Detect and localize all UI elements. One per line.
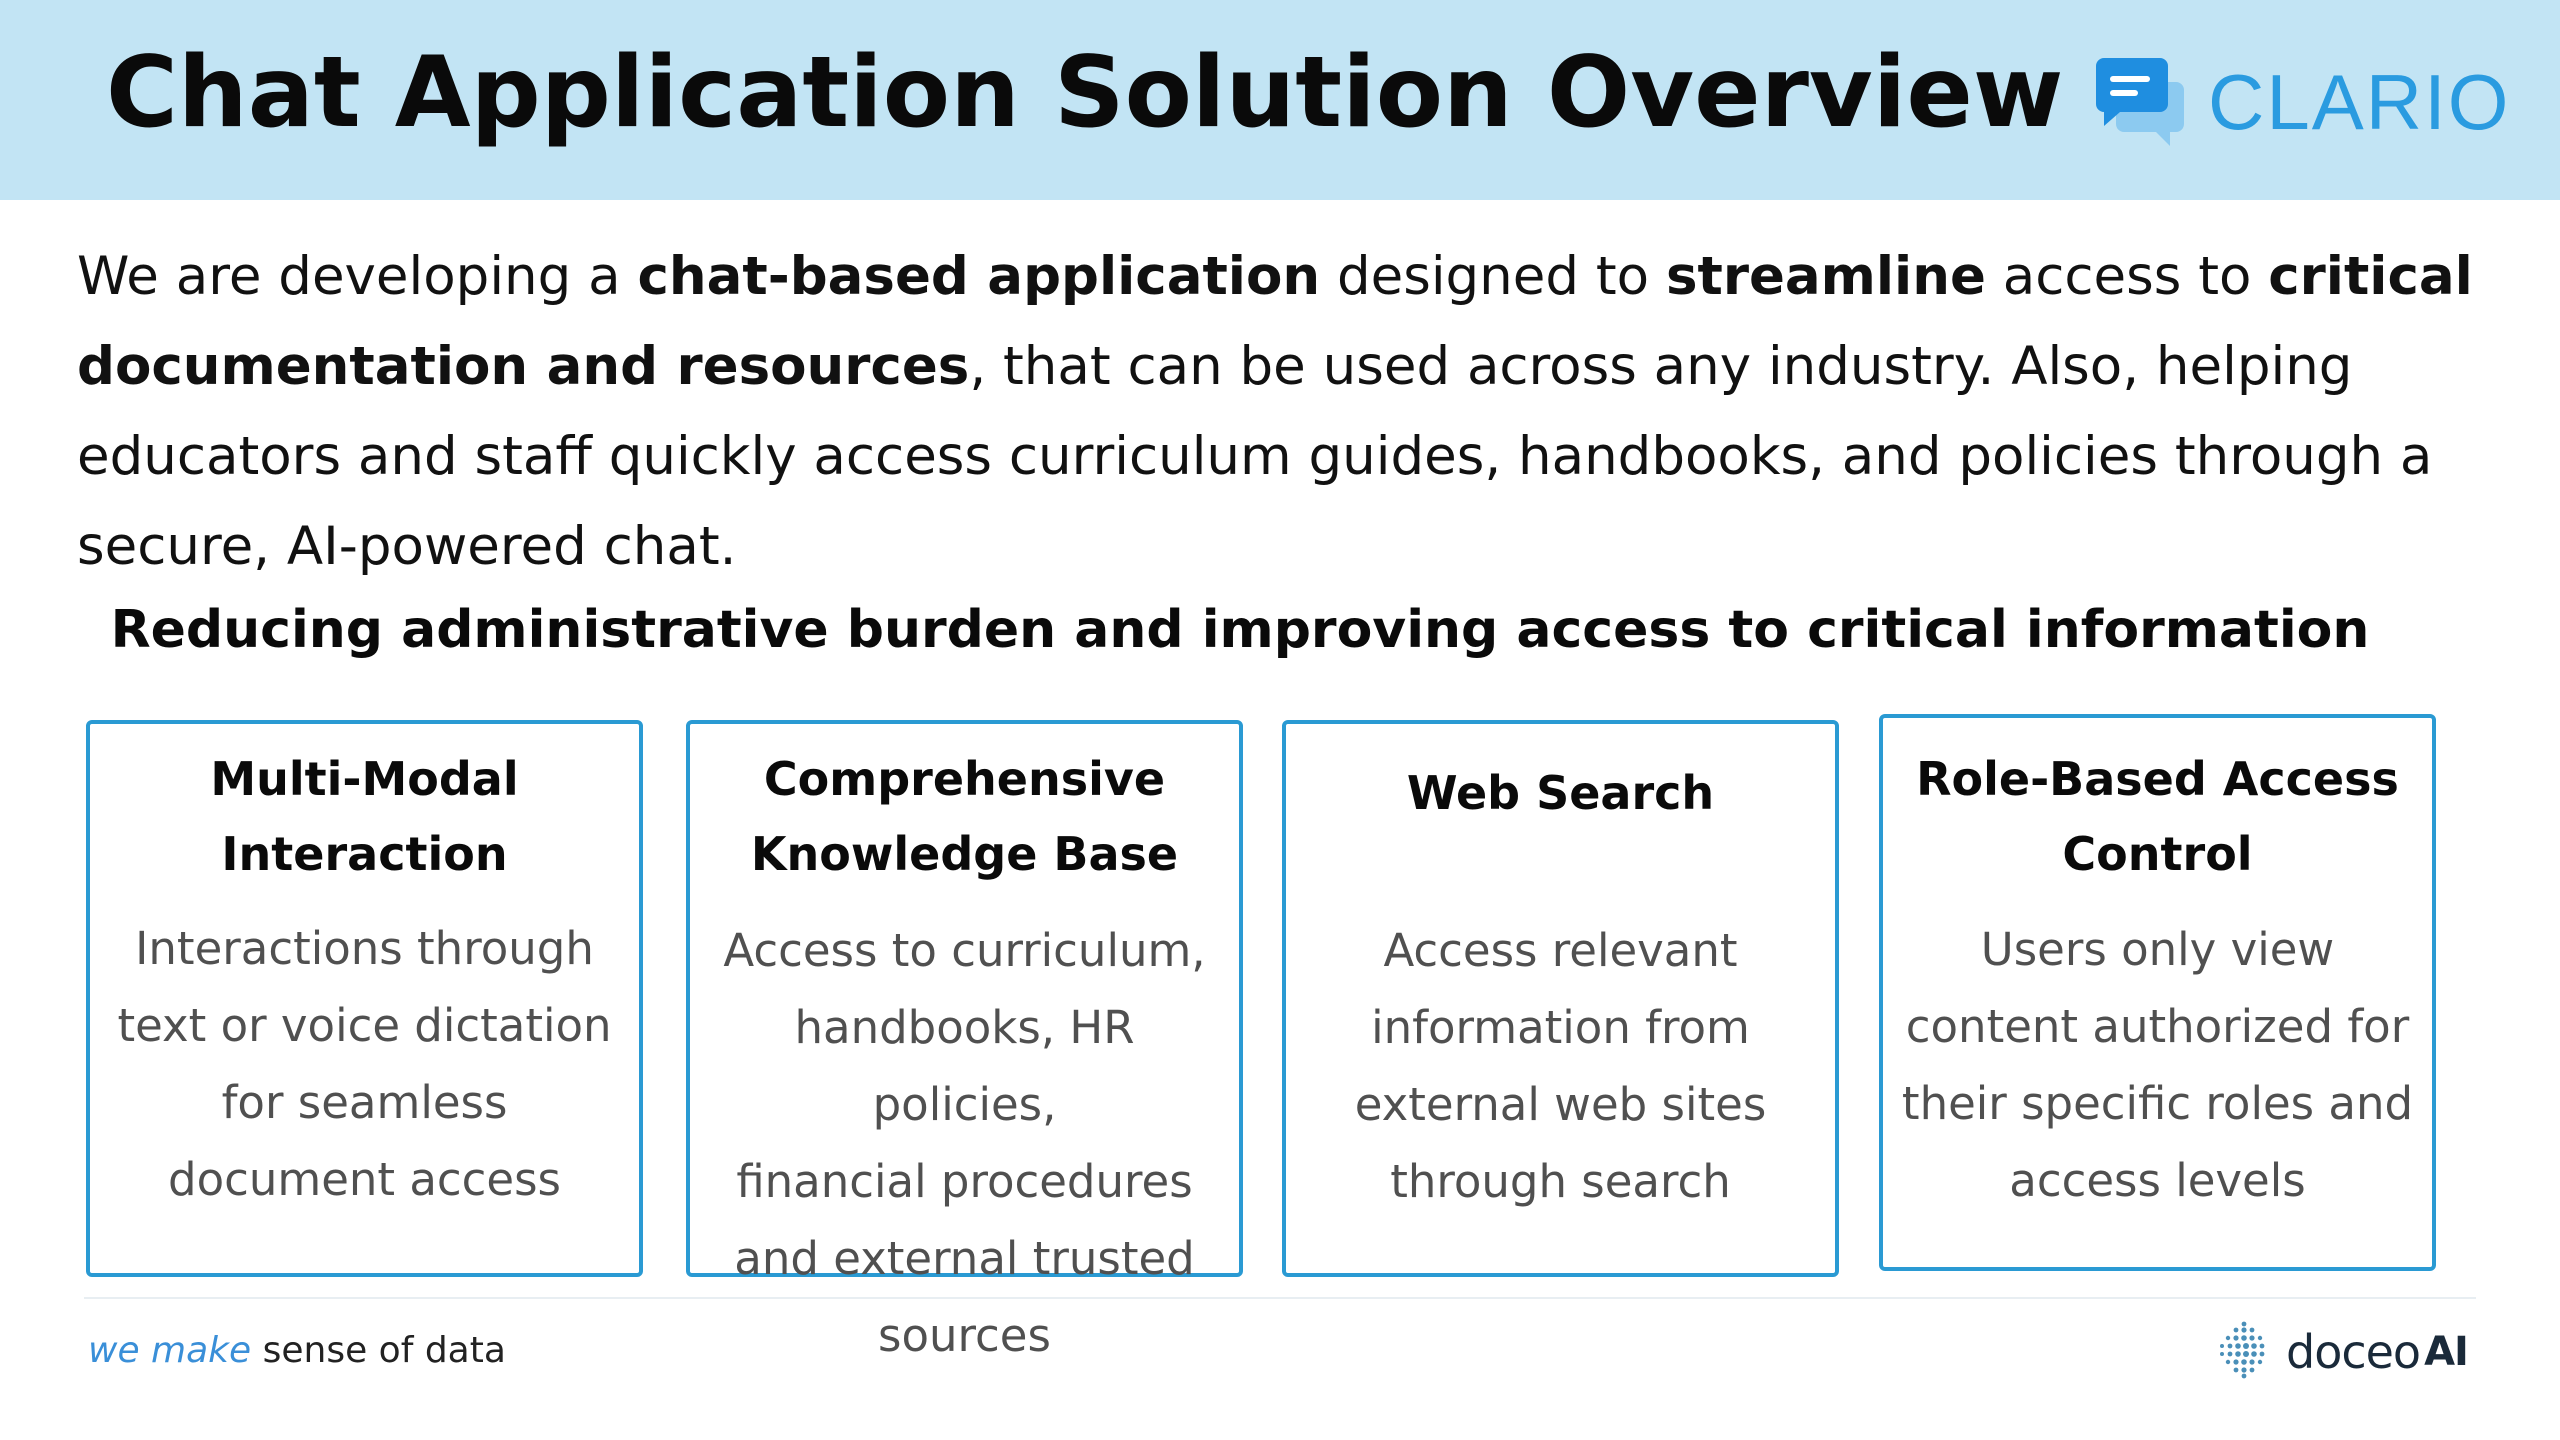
intro-text: We are developing a	[77, 246, 638, 307]
tagline-part-1: we make	[88, 1330, 252, 1371]
card-body-line: external web sites	[1354, 1078, 1767, 1131]
card-title-line: Role-Based Access	[1916, 752, 2399, 806]
card-body-line: Access relevant	[1383, 924, 1738, 977]
card-body-line: Access to curriculum,	[723, 924, 1206, 977]
card-body-line: and external trusted	[734, 1232, 1195, 1285]
header-band	[0, 0, 2560, 200]
doceo-brand-suffix: AI	[2424, 1329, 2468, 1375]
intro-emphasis: streamline	[1665, 246, 1986, 307]
feature-card-web-search	[1282, 720, 1839, 1277]
page-title: Chat Application Solution Overview	[106, 36, 2064, 150]
intro-emphasis: critical documentation and resources	[77, 246, 2473, 397]
intro-paragraph	[77, 232, 2477, 592]
doceo-brand-name: doceo	[2286, 1325, 2421, 1379]
card-title	[1883, 742, 2432, 892]
card-body-line: for seamless	[221, 1076, 508, 1129]
card-title-line: Interaction	[221, 827, 508, 881]
dotted-sphere-icon	[2216, 1318, 2272, 1386]
feature-card-role-based-access	[1879, 714, 2436, 1271]
card-body	[1300, 912, 1821, 1220]
card-title-line: Control	[2062, 827, 2253, 881]
card-body-line: sources	[878, 1309, 1051, 1362]
card-body-line: through search	[1390, 1155, 1731, 1208]
card-body-line: Interactions through	[135, 922, 594, 975]
card-title-line: Knowledge Base	[750, 827, 1179, 881]
clario-logo-text: CLARIO	[2208, 58, 2511, 146]
intro-text: , that can be used across any industry. Also, helping educators and staff quickly access curriculum guides, handbooks, and policies through a secure, AI-powered chat.	[77, 336, 2433, 577]
feature-card-multi-modal	[86, 720, 643, 1277]
tagline-part-2: sense of data	[251, 1330, 506, 1371]
card-body-line: financial procedures	[736, 1155, 1193, 1208]
doceo-ai-logo	[2216, 1316, 2468, 1388]
chat-bubbles-icon	[2094, 56, 2186, 148]
card-title	[690, 742, 1239, 892]
card-title-line: Web Search	[1406, 766, 1715, 820]
intro-text: access to	[1985, 246, 2269, 307]
card-body	[704, 912, 1225, 1374]
card-body-line: text or voice dictation	[117, 999, 612, 1052]
card-body-line: access levels	[2009, 1154, 2306, 1207]
intro-emphasis: chat-based application	[637, 246, 1321, 307]
card-body-line: information from	[1371, 1001, 1750, 1054]
intro-text: designed to	[1320, 246, 1666, 307]
card-title	[90, 742, 639, 892]
card-body-line: Users only view	[1980, 923, 2335, 976]
card-body-line: their specific roles and	[1901, 1077, 2414, 1130]
card-title	[1286, 756, 1835, 831]
subheading: Reducing administrative burden and improving access to critical information	[110, 600, 2370, 660]
feature-card-knowledge-base	[686, 720, 1243, 1362]
card-title-line: Multi-Modal	[210, 752, 519, 806]
card-body-line: document access	[168, 1153, 561, 1206]
card-title-line: Comprehensive	[763, 752, 1166, 806]
card-body-line: content authorized for	[1905, 1000, 2410, 1053]
card-body-line: handbooks, HR policies,	[794, 1001, 1135, 1131]
clario-logo	[2094, 52, 2510, 152]
card-body	[1897, 911, 2418, 1219]
card-body	[104, 910, 625, 1218]
footer-divider	[84, 1297, 2476, 1299]
footer-tagline	[88, 1330, 506, 1371]
